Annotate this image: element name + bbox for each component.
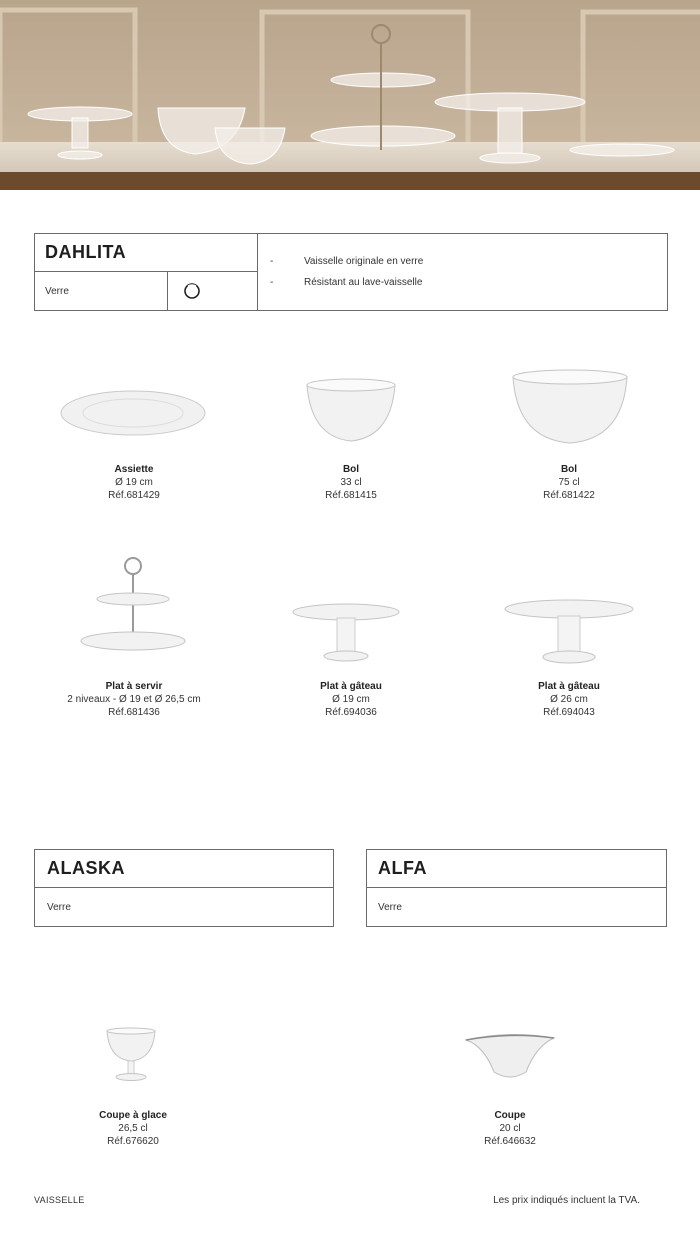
product-caption — [34, 680, 234, 719]
feature-text: Résistant au lave-vaisselle — [304, 277, 423, 288]
product-image-plat-a-gateau-26 — [502, 597, 636, 667]
product-name: Bol — [560, 464, 578, 475]
product-caption — [251, 463, 451, 502]
circle-glass-icon — [183, 282, 201, 300]
product-image-coupe — [464, 1032, 556, 1084]
dahlita-box — [34, 233, 668, 311]
divider — [366, 887, 667, 888]
product-ref: Réf.681422 — [543, 490, 595, 501]
hero-photo — [0, 0, 700, 190]
product-image-assiette — [58, 388, 208, 438]
footer-category: VAISSELLE — [34, 1195, 85, 1205]
section-title-dahlita: DAHLITA — [45, 242, 127, 262]
divider — [167, 271, 168, 311]
product-image-plat-a-servir — [78, 555, 188, 660]
product-ref: Réf.646632 — [484, 1136, 536, 1147]
product-name: Coupe — [494, 1110, 526, 1121]
product-caption — [410, 1109, 610, 1148]
product-name: Plat à gâteau — [538, 681, 600, 692]
feature-item: - Résistant au lave-vaisselle — [270, 277, 423, 288]
product-ref: Réf.681429 — [108, 490, 160, 501]
material-label: Verre — [378, 902, 402, 913]
product-caption — [469, 680, 669, 719]
product-spec: 75 cl — [558, 477, 580, 488]
product-ref: Réf.676620 — [107, 1136, 159, 1147]
product-name: Bol — [342, 464, 360, 475]
product-name: Assiette — [114, 464, 154, 475]
product-image-bol-33 — [303, 375, 399, 445]
feature-item: - Vaisselle originale en verre — [270, 256, 424, 267]
product-image-coupe-a-glace — [104, 1027, 158, 1083]
divider — [257, 233, 258, 311]
divider — [34, 887, 334, 888]
feature-text: Vaisselle originale en verre — [304, 256, 424, 267]
product-image-plat-a-gateau-19 — [290, 600, 402, 665]
material-label: Verre — [47, 902, 71, 913]
product-ref: Réf.694036 — [325, 707, 377, 718]
section-title-alaska: ALASKA — [47, 858, 125, 878]
footer-vat-note: Les prix indiqués incluent la TVA. — [493, 1195, 640, 1206]
product-ref: Réf.694043 — [543, 707, 595, 718]
product-name: Coupe à glace — [99, 1110, 167, 1121]
product-caption — [251, 680, 451, 719]
material-label: Verre — [45, 286, 69, 297]
product-image-bol-75 — [509, 365, 631, 447]
product-spec: 26,5 cl — [118, 1123, 148, 1134]
product-ref: Réf.681415 — [325, 490, 377, 501]
product-spec: 2 niveaux - Ø 19 et Ø 26,5 cm — [67, 694, 201, 705]
product-spec: 20 cl — [499, 1123, 521, 1134]
product-spec: Ø 19 cm — [115, 477, 153, 488]
product-caption — [33, 1109, 233, 1148]
product-name: Plat à servir — [105, 681, 163, 692]
product-caption — [469, 463, 669, 502]
product-ref: Réf.681436 — [108, 707, 160, 718]
divider — [34, 271, 258, 272]
product-spec: Ø 19 cm — [332, 694, 370, 705]
product-spec: Ø 26 cm — [550, 694, 588, 705]
product-name: Plat à gâteau — [320, 681, 382, 692]
product-caption — [34, 463, 234, 502]
product-spec: 33 cl — [340, 477, 362, 488]
section-title-alfa: ALFA — [378, 858, 427, 878]
